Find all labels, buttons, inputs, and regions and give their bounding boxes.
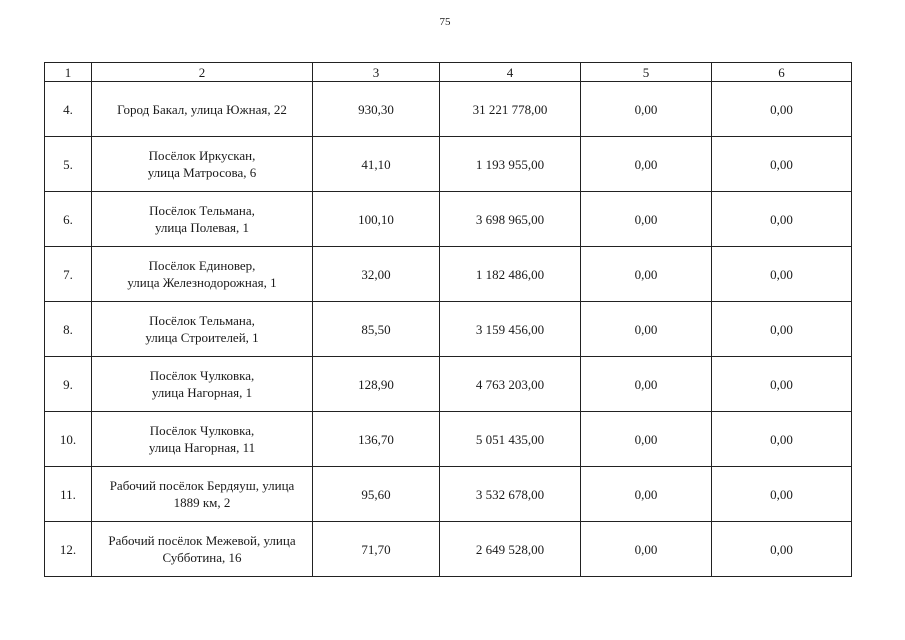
column-6-cell: 0,00 xyxy=(712,137,852,192)
column-header-5: 5 xyxy=(581,63,712,82)
address-cell xyxy=(92,302,313,357)
value-cell: 1 193 955,00 xyxy=(440,137,581,192)
row-number-cell: 7. xyxy=(45,247,92,302)
area-cell: 85,50 xyxy=(313,302,440,357)
area-cell: 930,30 xyxy=(313,82,440,137)
property-table xyxy=(44,62,852,577)
table-body xyxy=(45,82,852,577)
column-header-3: 3 xyxy=(313,63,440,82)
address-line: Субботина, 16 xyxy=(162,550,242,565)
column-6-cell: 0,00 xyxy=(712,247,852,302)
column-header-2: 2 xyxy=(92,63,313,82)
address-line: улица Железнодорожная, 1 xyxy=(127,275,277,290)
address-line: Рабочий посёлок Бердяуш, улица xyxy=(109,478,295,493)
row-number-cell: 9. xyxy=(45,357,92,412)
column-5-cell: 0,00 xyxy=(581,247,712,302)
area-cell: 128,90 xyxy=(313,357,440,412)
row-number-cell: 4. xyxy=(45,82,92,137)
address-cell xyxy=(92,467,313,522)
column-5-cell: 0,00 xyxy=(581,302,712,357)
column-5-cell: 0,00 xyxy=(581,412,712,467)
address-line: 1889 км, 2 xyxy=(173,495,231,510)
address-cell xyxy=(92,247,313,302)
column-6-cell: 0,00 xyxy=(712,357,852,412)
address-line: Посёлок Тельмана, xyxy=(149,203,255,218)
column-header-6: 6 xyxy=(712,63,852,82)
value-cell: 4 763 203,00 xyxy=(440,357,581,412)
value-cell: 3 532 678,00 xyxy=(440,467,581,522)
column-5-cell: 0,00 xyxy=(581,357,712,412)
table-header-row xyxy=(45,63,852,82)
address-cell xyxy=(92,137,313,192)
row-number-cell: 8. xyxy=(45,302,92,357)
table-row xyxy=(45,247,852,302)
address-line: Посёлок Чулковка, xyxy=(149,423,255,438)
value-cell: 1 182 486,00 xyxy=(440,247,581,302)
address-line: улица Строителей, 1 xyxy=(145,330,259,345)
address-line: Город Бакал, улица Южная, 22 xyxy=(117,101,287,117)
area-cell: 95,60 xyxy=(313,467,440,522)
value-cell: 5 051 435,00 xyxy=(440,412,581,467)
value-cell: 3 698 965,00 xyxy=(440,192,581,247)
address-cell xyxy=(92,412,313,467)
value-cell: 31 221 778,00 xyxy=(440,82,581,137)
column-header-4: 4 xyxy=(440,63,581,82)
address-line: Посёлок Чулковка, xyxy=(149,368,255,383)
value-cell: 2 649 528,00 xyxy=(440,522,581,577)
table-row xyxy=(45,137,852,192)
address-line: улица Нагорная, 1 xyxy=(151,385,253,400)
address-cell xyxy=(92,522,313,577)
address-cell xyxy=(92,357,313,412)
address-line: улица Полевая, 1 xyxy=(154,220,250,235)
address-line: Рабочий посёлок Межевой, улица xyxy=(108,533,296,548)
area-cell: 136,70 xyxy=(313,412,440,467)
column-5-cell: 0,00 xyxy=(581,192,712,247)
row-number-cell: 12. xyxy=(45,522,92,577)
table-row xyxy=(45,467,852,522)
column-6-cell: 0,00 xyxy=(712,192,852,247)
table-row xyxy=(45,302,852,357)
row-number-cell: 5. xyxy=(45,137,92,192)
row-number-cell: 11. xyxy=(45,467,92,522)
address-cell xyxy=(92,192,313,247)
area-cell: 100,10 xyxy=(313,192,440,247)
address-line: Посёлок Иркускан, xyxy=(148,148,256,163)
column-5-cell: 0,00 xyxy=(581,82,712,137)
column-6-cell: 0,00 xyxy=(712,467,852,522)
value-cell: 3 159 456,00 xyxy=(440,302,581,357)
column-6-cell: 0,00 xyxy=(712,522,852,577)
column-6-cell: 0,00 xyxy=(712,412,852,467)
row-number-cell: 10. xyxy=(45,412,92,467)
area-cell: 71,70 xyxy=(313,522,440,577)
table-row xyxy=(45,82,852,137)
table-row xyxy=(45,522,852,577)
table-row xyxy=(45,357,852,412)
column-header-1: 1 xyxy=(45,63,92,82)
table-row xyxy=(45,412,852,467)
address-line: улица Матросова, 6 xyxy=(147,165,257,180)
page-number: 75 xyxy=(439,16,451,28)
area-cell: 32,00 xyxy=(313,247,440,302)
row-number-cell: 6. xyxy=(45,192,92,247)
column-6-cell: 0,00 xyxy=(712,82,852,137)
column-5-cell: 0,00 xyxy=(581,522,712,577)
address-line: Посёлок Единовер, xyxy=(148,258,256,273)
address-line: улица Нагорная, 11 xyxy=(148,440,256,455)
column-5-cell: 0,00 xyxy=(581,137,712,192)
table-row xyxy=(45,192,852,247)
column-6-cell: 0,00 xyxy=(712,302,852,357)
area-cell: 41,10 xyxy=(313,137,440,192)
column-5-cell: 0,00 xyxy=(581,467,712,522)
address-cell xyxy=(92,82,313,137)
address-line: Посёлок Тельмана, xyxy=(149,313,255,328)
